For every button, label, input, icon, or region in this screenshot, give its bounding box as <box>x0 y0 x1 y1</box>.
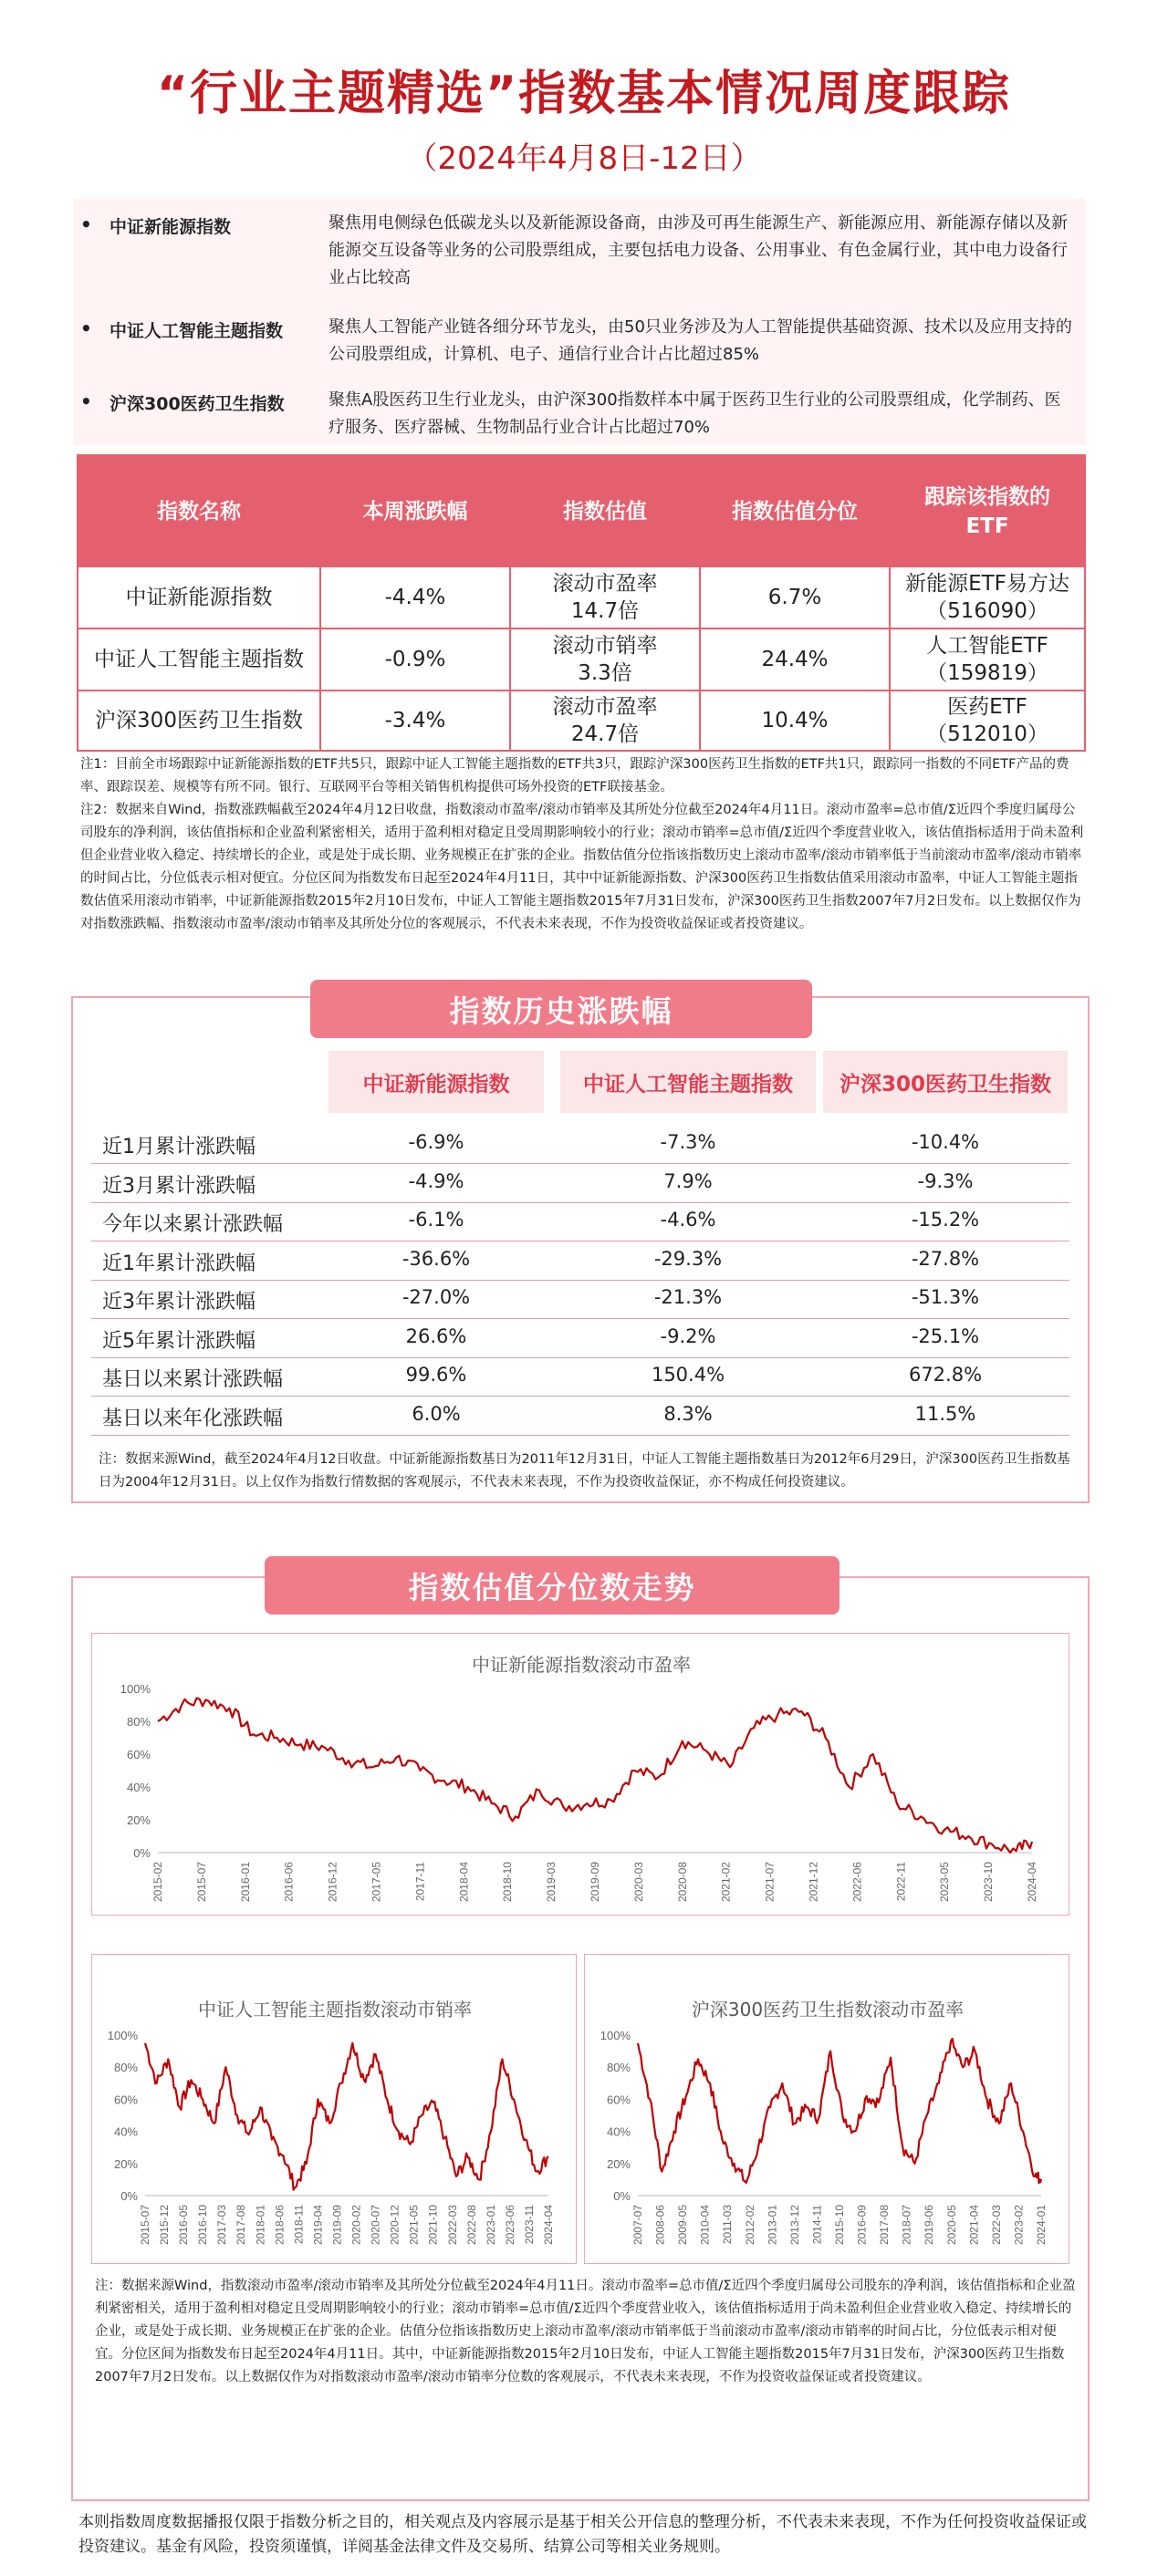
history-row <box>91 1281 1069 1319</box>
x-tick-label: 2018-07 <box>900 2205 913 2246</box>
history-row-label: 今年以来累计涨跌幅 <box>102 1213 284 1236</box>
x-tick-label: 2020-02 <box>349 2205 363 2246</box>
table-row-percentile: 10.4% <box>761 709 829 732</box>
chart-new-energy <box>91 1633 1069 1916</box>
series-line <box>145 2043 548 2190</box>
history-row-label: 近5年累计涨跌幅 <box>102 1329 256 1353</box>
x-tick-label: 2016-06 <box>282 1862 296 1903</box>
x-tick-label: 2023-05 <box>938 1862 952 1903</box>
table-header-etf: 跟踪该指数的ETF <box>891 456 1084 567</box>
history-row-label: 基日以来累计涨跌幅 <box>102 1368 284 1391</box>
intro-item <box>73 390 1086 447</box>
x-tick-label: 2013-12 <box>787 2205 801 2246</box>
x-tick-label: 2016-10 <box>196 2205 210 2246</box>
table-row-valuation <box>511 567 699 628</box>
valuation-value: 24.7倍 <box>570 722 640 746</box>
footnote-1: 注1：目前全市场跟踪中证新能源指数的ETF共5只，跟踪中证人工智能主题指数的ETF共3只，跟踪沪深300医药卫生指数的ETF共1只，跟踪同一指数的不同ETF产品的费率、跟踪误差、规模等有所不同。银行、互联网平台等相关销售机构提供可场外投资的ETF联接基金。 <box>80 757 1069 795</box>
history-row-value: -25.1% <box>911 1324 980 1347</box>
series-line <box>638 2039 1041 2183</box>
page-subtitle: （2024年4月8日-12日） <box>406 140 762 177</box>
etf-name: 新能源ETF易方达 <box>905 572 1069 596</box>
x-tick-label: 2019-04 <box>311 2205 325 2246</box>
history-row <box>91 1358 1069 1397</box>
intro-index-name: 中证人工智能主题指数 <box>110 321 284 341</box>
history-section-title: 指数历史涨跌幅 <box>310 980 812 1038</box>
y-tick-label: 20% <box>606 2156 631 2171</box>
etf-code: （512010） <box>926 722 1048 746</box>
table-header-percentile: 指数估值分位 <box>701 456 889 567</box>
history-row-value: 672.8% <box>908 1364 983 1386</box>
x-tick-label: 2009-05 <box>676 2205 690 2246</box>
history-row-value: 7.9% <box>663 1169 713 1192</box>
history-row-value: -51.3% <box>911 1286 980 1308</box>
x-tick-label: 2023-10 <box>982 1862 996 1903</box>
history-row-label: 近1年累计涨跌幅 <box>102 1252 256 1275</box>
chart-ai <box>91 1954 577 2264</box>
chart-title: 中证人工智能主题指数滚动市销率 <box>198 1999 472 2020</box>
y-tick-label: 100% <box>120 1682 151 1696</box>
table-row-etf <box>891 567 1084 628</box>
x-tick-label: 2018-06 <box>273 2205 287 2246</box>
x-tick-label: 2021-07 <box>763 1862 777 1903</box>
chart-svg <box>585 1955 1067 2261</box>
x-tick-label: 2014-11 <box>810 2205 824 2245</box>
table-row-etf <box>891 629 1084 690</box>
x-tick-label: 2017-03 <box>215 2205 229 2246</box>
history-row-value: 26.6% <box>405 1324 467 1347</box>
y-tick-label: 40% <box>113 2124 138 2139</box>
x-tick-label: 2020-03 <box>631 1862 645 1903</box>
y-tick-label: 0% <box>613 2189 631 2203</box>
bullet-icon: • <box>80 390 92 412</box>
y-tick-label: 0% <box>133 1846 151 1860</box>
x-tick-label: 2019-09 <box>330 2205 344 2246</box>
bullet-icon: • <box>80 317 92 339</box>
table-header-change: 本周涨跌幅 <box>321 456 509 567</box>
y-tick-label: 40% <box>606 2124 631 2139</box>
x-tick-label: 2008-06 <box>653 2205 667 2246</box>
trend-footnote: 注：数据来源Wind，指数滚动市盈率/滚动市销率及其所处分位截至2024年4月11日。滚动市盈率=总市值/Σ近四个季度归属母公司股东的净利润，该估值指标和企业盈利紧密相关，适用于盈利相对稳定且受周期影响较小的行业；滚动市销率=总市值/Σ近四个季度营业收入，该估值指标适用于尚未盈利但企业营业收入稳定、持续增长的企业，或是处于成长期、业务规模正在扩张的企业。估值分位指该指数历史上滚动市盈率/滚动市销率低于当前滚动市盈率/滚动市销率的时间占比，分位低表示相对便宜。分位区间为指数发布日起至2024年4月11日。其中，中证新能源指数2015年2月10日发布，中证人工智能主题指数2015年7月31日发布，沪深300医药卫生指数2007年7月2日发布。以上数据仅作为对指数滚动市盈率/滚动市销率分位数的客观展示，不代表未来表现，不作为投资收益保证或者投资建议。 <box>95 2279 1076 2384</box>
y-tick-label: 40% <box>126 1781 151 1794</box>
history-row-value: -21.3% <box>653 1286 723 1308</box>
intro-index-desc: 聚焦A股医药卫生行业龙头，由沪深300指数样本中属于医药卫生行业的公司股票组成，化学制药、医疗服务、医疗器械、生物制品行业合计占比超过70% <box>328 390 1061 437</box>
y-tick-label: 0% <box>120 2189 138 2203</box>
y-tick-label: 100% <box>600 2029 631 2042</box>
table-row-etf <box>891 691 1084 750</box>
x-tick-label: 2011-03 <box>721 2205 735 2245</box>
x-tick-label: 2017-11 <box>413 1862 427 1902</box>
history-row-value: 150.4% <box>651 1364 725 1386</box>
history-row-value: -27.0% <box>402 1286 471 1308</box>
history-row-label: 基日以来年化涨跌幅 <box>102 1407 284 1430</box>
x-tick-label: 2016-12 <box>326 1862 339 1903</box>
history-row-label: 近3年累计涨跌幅 <box>102 1291 256 1314</box>
history-row-value: -6.9% <box>408 1131 464 1153</box>
y-tick-label: 80% <box>113 2061 138 2075</box>
valuation-type: 滚动市盈率 <box>552 695 658 719</box>
intro-index-desc: 聚焦用电侧绿色低碳龙头以及新能源设备商，由涉及可再生能源生产、新能源应用、新能源存储以及新能源交互设备等业务的公司股票组成，主要包括电力设备、公用事业、有色金属行业，其中电力设备行业占比较高 <box>328 213 1068 287</box>
history-row-value: -15.2% <box>911 1209 980 1231</box>
valuation-value: 3.3倍 <box>578 661 632 685</box>
x-tick-label: 2015-02 <box>151 1862 164 1903</box>
table-row-percentile: 24.4% <box>761 648 829 671</box>
x-tick-label: 2019-06 <box>923 2205 936 2246</box>
x-tick-label: 2015-12 <box>158 2205 172 2246</box>
x-tick-label: 2024-04 <box>1026 1862 1038 1903</box>
table-row-valuation <box>511 691 699 750</box>
history-row-value: -4.6% <box>660 1209 716 1231</box>
x-tick-label: 2016-09 <box>855 2205 869 2246</box>
x-tick-label: 2020-05 <box>944 2205 958 2246</box>
x-tick-label: 2020-07 <box>369 2205 382 2246</box>
etf-name: 医药ETF <box>947 695 1027 719</box>
page-title: “行业主题精选”指数基本情况周度跟踪 <box>156 67 1012 121</box>
history-row-label: 近3月累计涨跌幅 <box>102 1174 256 1198</box>
history-row-label: 近1月累计涨跌幅 <box>102 1136 256 1158</box>
table-row-name: 中证新能源指数 <box>125 586 273 609</box>
x-tick-label: 2015-10 <box>833 2205 846 2246</box>
history-row-value: 8.3% <box>663 1402 713 1425</box>
x-tick-label: 2015-07 <box>194 1862 208 1903</box>
history-row-value: 6.0% <box>412 1402 461 1425</box>
x-tick-label: 2017-08 <box>878 2205 892 2246</box>
y-tick-label: 80% <box>126 1715 151 1729</box>
chart-title: 沪深300医药卫生指数滚动市盈率 <box>691 1999 965 2020</box>
history-row <box>91 1165 1069 1203</box>
history-row-value: -6.1% <box>408 1209 464 1231</box>
history-row <box>91 1397 1069 1436</box>
y-tick-label: 80% <box>606 2061 631 2075</box>
history-row-value: -27.8% <box>911 1247 980 1270</box>
y-tick-label: 20% <box>113 2156 138 2171</box>
history-row-value: -9.2% <box>660 1324 716 1347</box>
footnote-2: 注2：数据来自Wind，指数涨跌幅截至2024年4月12日收盘，指数滚动市盈率/滚动市销率及其所处分位截至2024年4月11日。滚动市盈率=总市值/Σ近四个季度归属母公司股东的净利润，该估值指标和企业盈利紧密相关，适用于盈利相对稳定且受周期影响较小的行业；滚动市销率=总市值/Σ近四个季度营业收入，该估值指标适用于尚未盈利但企业营业收入稳定、持续增长的企业，或是处于成长期、业务规模正在扩张的企业。指数估值分位指该指数历史上滚动市盈率/滚动市销率低于当前滚动市盈率/滚动市销率的时间占比，分位低表示相对便宜。分位区间为指数发布日起至2024年4月11日，其中中证新能源指数、沪深300医药卫生指数估值采用滚动市盈率，中证人工智能主题指数估值采用滚动市销率，中证新能源指数2015年2月10日发布，中证人工智能主题指数2015年7月31日发布，沪深300医药卫生指数2007年7月2日发布。以上数据仅作为对指数涨跌幅、指数滚动市盈率/滚动市销率及其所处分位的客观展示，不代表未来表现，不作为投资收益保证或者投资建议。 <box>80 803 1084 931</box>
history-row <box>91 1320 1069 1358</box>
table-header-valuation: 指数估值 <box>511 456 699 567</box>
x-tick-label: 2021-02 <box>719 1862 733 1903</box>
y-tick-label: 60% <box>126 1748 151 1761</box>
x-tick-label: 2022-08 <box>464 2205 478 2246</box>
x-tick-label: 2016-01 <box>238 1862 252 1903</box>
chart-title: 中证新能源指数滚动市盈率 <box>472 1654 691 1676</box>
intro-index-name: 中证新能源指数 <box>110 217 232 237</box>
x-tick-label: 2012-02 <box>743 2205 756 2246</box>
x-tick-label: 2007-07 <box>631 2205 644 2246</box>
x-tick-label: 2022-06 <box>850 1862 864 1903</box>
x-tick-label: 2015-07 <box>139 2205 151 2246</box>
x-tick-label: 2022-03 <box>445 2205 459 2246</box>
table-row-percentile: 6.7% <box>767 586 822 609</box>
bullet-icon: • <box>80 213 92 235</box>
intro-index-name: 沪深300医药卫生指数 <box>110 394 285 414</box>
index-summary-table <box>77 454 1086 752</box>
x-tick-label: 2017-05 <box>370 1862 383 1903</box>
x-tick-label: 2018-10 <box>501 1862 515 1903</box>
x-tick-label: 2020-08 <box>675 1862 689 1903</box>
valuation-value: 14.7倍 <box>570 599 640 623</box>
history-row <box>91 1126 1069 1164</box>
x-tick-label: 2019-03 <box>545 1862 558 1903</box>
disclaimer: 本则指数周度数据播报仅限于指数分析之目的，相关观点及内容展示是基于相关公开信息的整理分析，不代表未来表现，不作为任何投资收益保证或投资建议。基金有风险，投资须谨慎，详阅基金法律文件及交易所、结算公司等相关业务规则。 <box>78 2513 1087 2556</box>
x-tick-label: 2018-01 <box>254 2205 267 2246</box>
history-row-value: -29.3% <box>653 1247 723 1270</box>
x-tick-label: 2023-02 <box>1012 2205 1026 2246</box>
table-row-change: -0.9% <box>384 648 446 671</box>
table-row-name: 沪深300医药卫生指数 <box>95 709 303 732</box>
x-tick-label: 2023-06 <box>503 2205 516 2246</box>
x-tick-label: 2021-04 <box>967 2205 981 2246</box>
series-line <box>158 1698 1032 1853</box>
etf-code: （159819） <box>926 661 1048 685</box>
table-row-name: 中证人工智能主题指数 <box>94 648 304 671</box>
table-row-change: -4.4% <box>384 586 446 609</box>
x-tick-label: 2021-10 <box>426 2205 440 2246</box>
chart-svg <box>92 1955 574 2261</box>
history-row-value: 11.5% <box>914 1402 976 1425</box>
history-col-header: 沪深300医药卫生指数 <box>823 1051 1068 1113</box>
history-row-value: -10.4% <box>911 1131 980 1153</box>
history-row-value: -4.9% <box>408 1169 464 1192</box>
history-row-value: -36.6% <box>402 1247 471 1270</box>
x-tick-label: 2021-05 <box>407 2205 421 2246</box>
history-footnote: 注：数据来源Wind，截至2024年4月12日收盘。中证新能源指数基日为2011年12月31日，中证人工智能主题指数基日为2012年6月29日，沪深300医药卫生指数基日为2004年12月31日。以上仅作为指数行情数据的客观展示，不代表未来表现，不作为投资收益保证，亦不构成任何投资建议。 <box>99 1452 1070 1490</box>
table-row-change: -3.4% <box>384 709 446 732</box>
history-row-value: -9.3% <box>917 1169 974 1192</box>
history-row <box>91 1203 1069 1241</box>
etf-code: （516090） <box>926 599 1048 623</box>
intro-index-desc: 聚焦人工智能产业链各细分环节龙头，由50只业务涉及为人工智能提供基础资源、技术以及应用支持的公司股票组成，计算机、电子、通信行业合计占比超过85% <box>328 317 1072 364</box>
history-row-value: -7.3% <box>660 1131 716 1153</box>
x-tick-label: 2017-08 <box>235 2205 248 2246</box>
x-tick-label: 2023-01 <box>484 2205 497 2246</box>
history-row <box>91 1242 1069 1281</box>
x-tick-label: 2024-01 <box>1035 2205 1048 2246</box>
history-col-header: 中证人工智能主题指数 <box>560 1051 816 1113</box>
etf-name: 人工智能ETF <box>926 634 1048 658</box>
x-tick-label: 2018-04 <box>457 1862 471 1903</box>
x-tick-label: 2020-12 <box>388 2205 402 2246</box>
x-tick-label: 2018-11 <box>292 2205 306 2245</box>
valuation-type: 滚动市盈率 <box>552 572 658 596</box>
table-footnote <box>80 753 1086 936</box>
y-tick-label: 20% <box>126 1813 151 1827</box>
intro-item <box>73 317 1086 374</box>
y-tick-label: 60% <box>113 2093 138 2107</box>
table-row-valuation <box>511 629 699 690</box>
x-tick-label: 2021-12 <box>807 1862 820 1903</box>
y-tick-label: 100% <box>107 2029 138 2042</box>
valuation-type: 滚动市销率 <box>552 634 658 658</box>
x-tick-label: 2016-05 <box>177 2205 191 2246</box>
chart-healthcare <box>584 1954 1069 2264</box>
table-header-name: 指数名称 <box>78 456 319 567</box>
intro-item <box>73 213 1086 301</box>
x-tick-label: 2022-11 <box>894 1862 908 1902</box>
history-row-value: 99.6% <box>405 1364 467 1386</box>
x-tick-label: 2019-09 <box>589 1862 601 1903</box>
index-intro-panel <box>73 199 1086 445</box>
chart-svg <box>92 1634 1067 1913</box>
x-tick-label: 2023-11 <box>522 2205 536 2245</box>
x-tick-label: 2013-01 <box>766 2205 779 2246</box>
history-col-header: 中证新能源指数 <box>328 1051 544 1113</box>
x-tick-label: 2022-03 <box>989 2205 1003 2246</box>
x-tick-label: 2024-04 <box>542 2205 555 2246</box>
x-tick-label: 2010-04 <box>698 2205 712 2246</box>
trend-section-title: 指数估值分位数走势 <box>265 1556 840 1615</box>
y-tick-label: 60% <box>606 2093 631 2107</box>
